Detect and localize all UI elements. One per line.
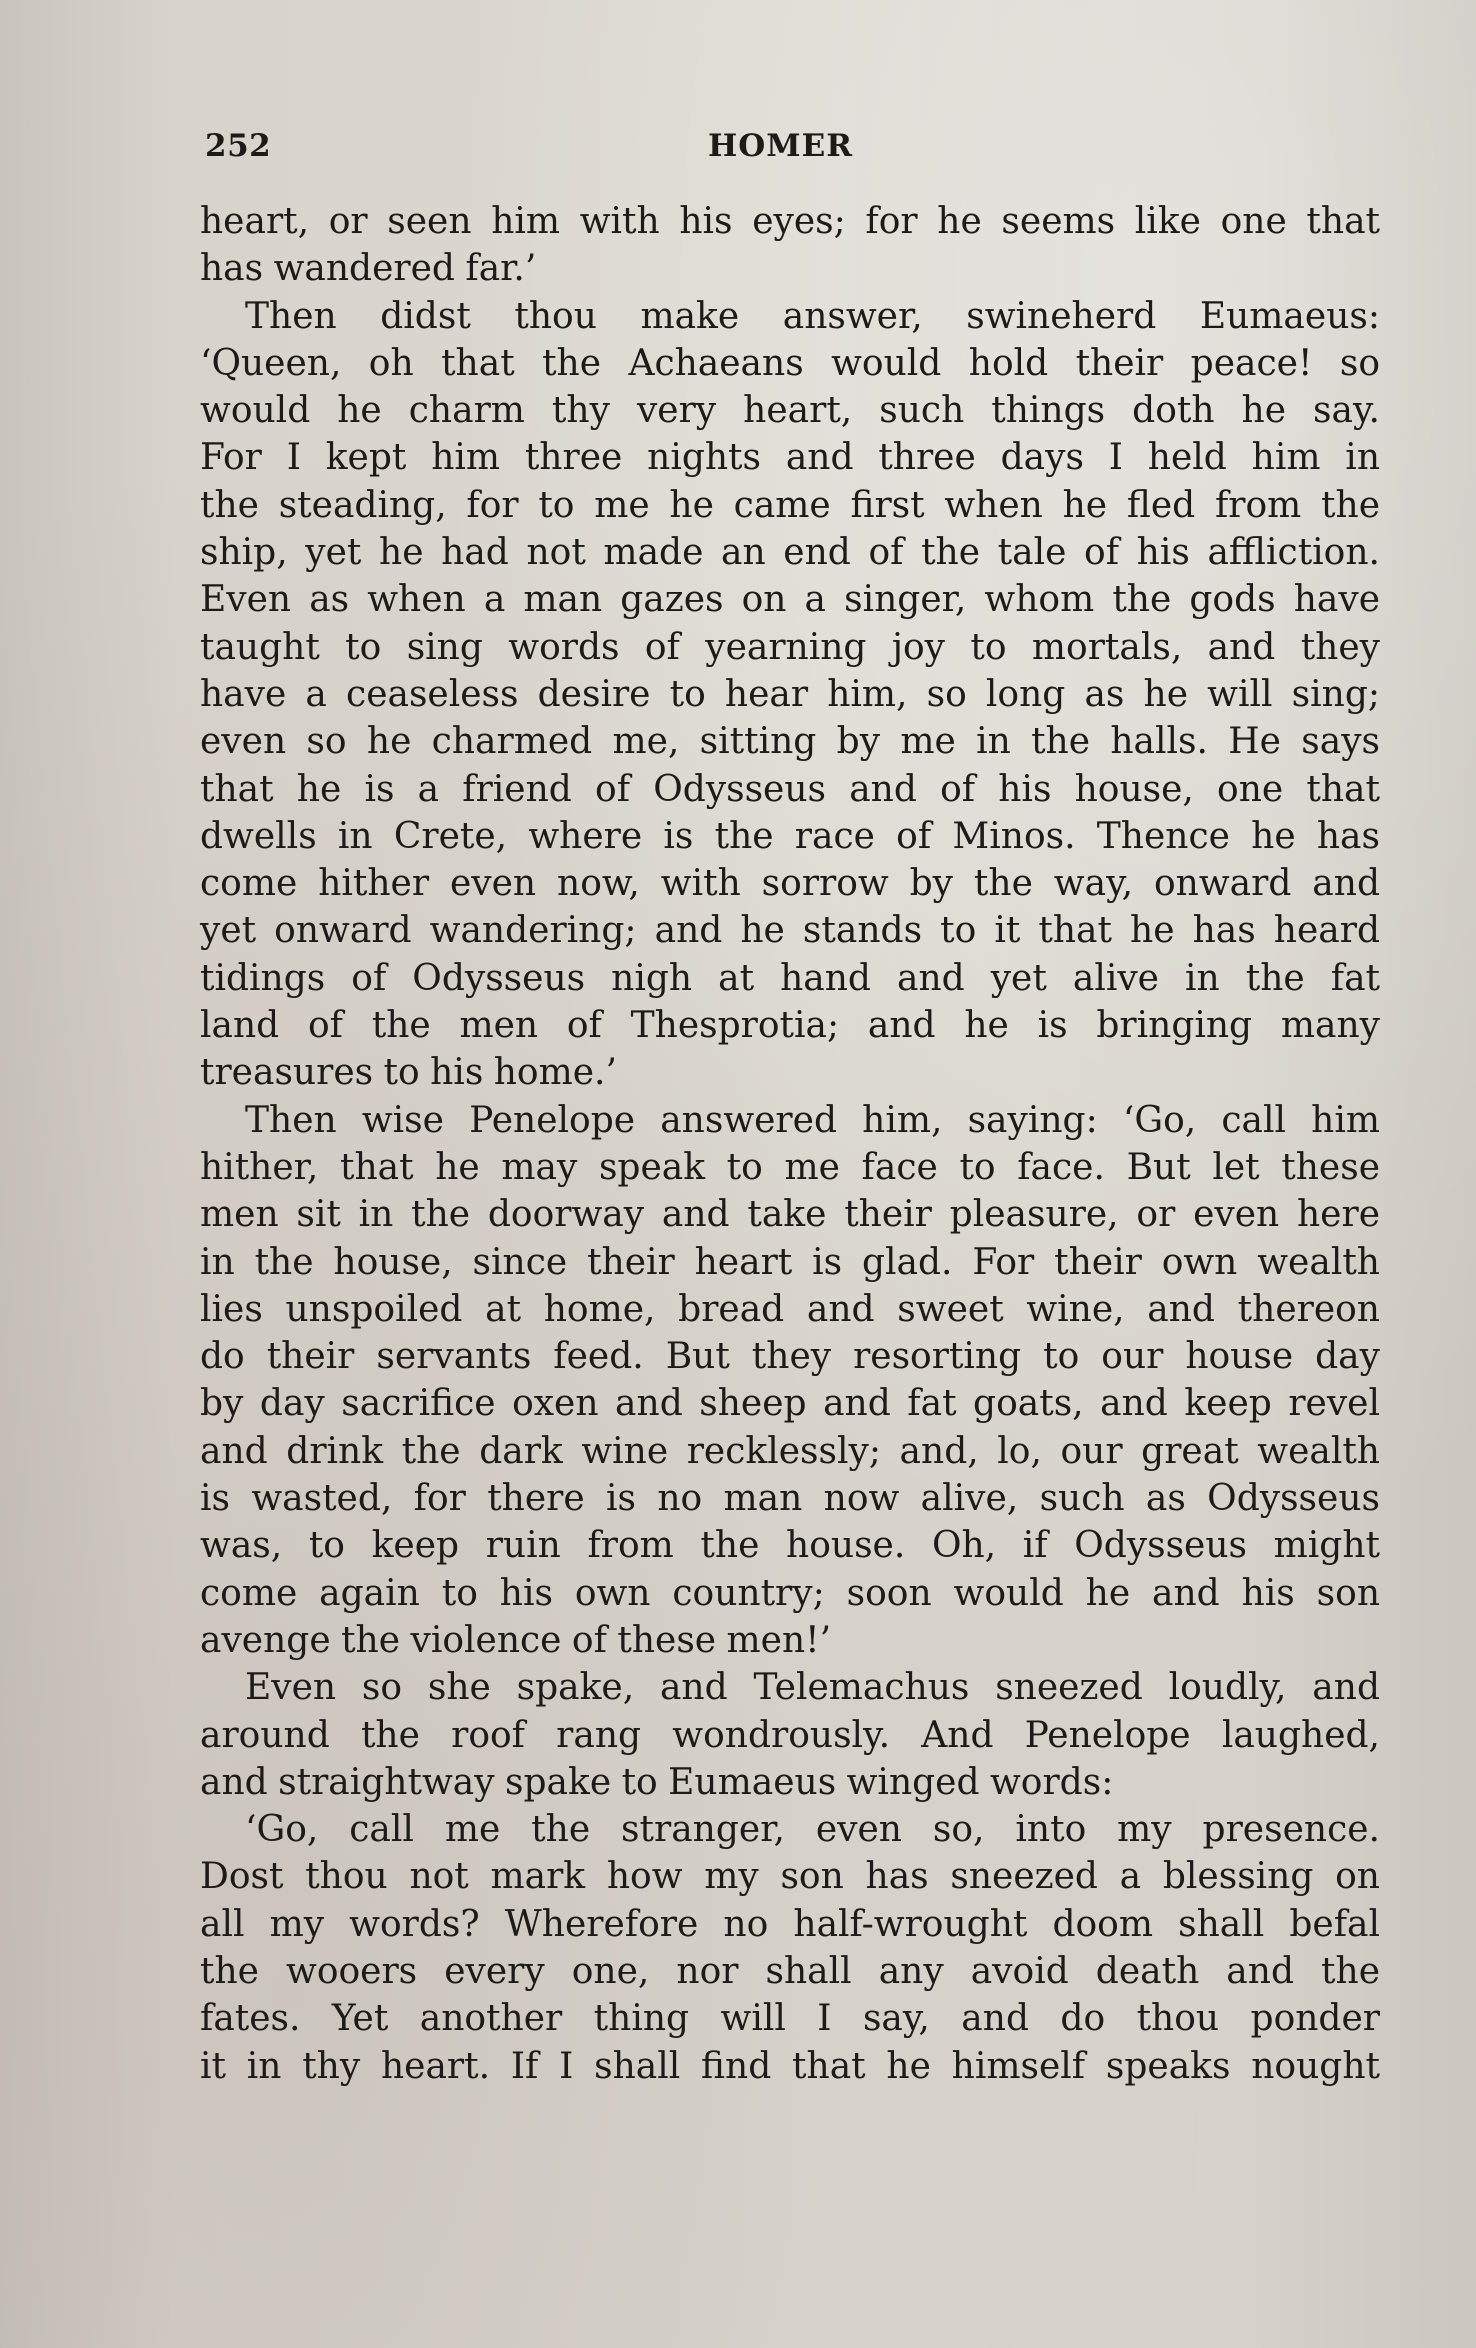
text-line: come again to his own country; soon would he and his son bbox=[200, 1572, 1380, 1614]
text-line: heart, or seen him with his eyes; for he seems like one that bbox=[200, 201, 1380, 242]
text-line: have a ceaseless desire to hear him, so long as he will sing; bbox=[200, 673, 1380, 715]
text-line: by day sacrifice oxen and sheep and fat goats, and keep revel bbox=[200, 1383, 1380, 1425]
text-line: the wooers every one, nor shall any avoid death and the bbox=[200, 1950, 1380, 1992]
text-line: around the roof rang wondrously. And Penelope laughed, bbox=[200, 1714, 1380, 1756]
text-line: fates. Yet another thing will I say, and do thou ponder bbox=[200, 1998, 1380, 2040]
text-line: taught to sing words of yearning joy to mortals, and they bbox=[200, 626, 1380, 668]
text-line: has wandered far.’ bbox=[200, 248, 537, 290]
text-line: that he is a friend of Odysseus and of his house, one that bbox=[200, 768, 1380, 810]
text-line: ship, yet he had not made an end of the tale of his affliction. bbox=[200, 532, 1380, 574]
text-line: ‘Queen, oh that the Achaeans would hold their peace! so bbox=[200, 342, 1380, 384]
text-line: and drink the dark wine recklessly; and, lo, our great wealth bbox=[200, 1430, 1380, 1472]
body-text bbox=[200, 198, 1380, 2090]
text-line: do their servants feed. But they resorting to our house day bbox=[200, 1336, 1380, 1378]
text-line: even so he charmed me, sitting by me in the halls. He says bbox=[200, 721, 1380, 763]
text-line: come hither even now, with sorrow by the way, onward and bbox=[200, 863, 1380, 905]
running-head: HOMER bbox=[708, 128, 853, 164]
text-line: lies unspoiled at home, bread and sweet wine, and thereon bbox=[200, 1288, 1380, 1330]
text-line: dwells in Crete, where is the race of Minos. Thence he has bbox=[200, 815, 1380, 857]
text-line: the steading, for to me he came first when he fled from the bbox=[200, 484, 1380, 526]
text-line: Even as when a man gazes on a singer, whom the gods have bbox=[200, 579, 1380, 621]
text-line: was, to keep ruin from the house. Oh, if Odysseus might bbox=[200, 1525, 1380, 1567]
text-line: would he charm thy very heart, such things doth he say. bbox=[200, 390, 1380, 432]
text-line: all my words? Wherefore no half-wrought doom shall befal bbox=[200, 1903, 1380, 1945]
text-line: and straightway spake to Eumaeus winged words: bbox=[200, 1761, 1114, 1803]
page-header bbox=[205, 128, 1385, 168]
text-line: Then wise Penelope answered him, saying: ‘Go, call him bbox=[245, 1099, 1380, 1141]
text-line: ‘Go, call me the stranger, even so, into my presence. bbox=[245, 1809, 1380, 1851]
page-number: 252 bbox=[205, 128, 272, 164]
text-line: avenge the violence of these men!’ bbox=[200, 1619, 832, 1661]
text-line: land of the men of Thesprotia; and he is bringing many bbox=[200, 1005, 1380, 1047]
text-line: Then didst thou make answer, swineherd Eumaeus: bbox=[245, 295, 1380, 337]
text-line: Dost thou not mark how my son has sneezed a blessing on bbox=[200, 1856, 1380, 1898]
text-line: Even so she spake, and Telemachus sneezed loudly, and bbox=[245, 1667, 1380, 1709]
text-line: tidings of Odysseus nigh at hand and yet alive in the fat bbox=[200, 957, 1380, 999]
text-line: For I kept him three nights and three days I held him in bbox=[200, 437, 1380, 479]
text-line: yet onward wandering; and he stands to it that he has heard bbox=[200, 910, 1380, 952]
text-line: in the house, since their heart is glad. For their own wealth bbox=[200, 1241, 1380, 1283]
text-line: hither, that he may speak to me face to face. But let these bbox=[200, 1146, 1380, 1188]
text-line: it in thy heart. If I shall find that he himself speaks nought bbox=[200, 2045, 1380, 2087]
text-line: is wasted, for there is no man now alive, such as Odysseus bbox=[200, 1478, 1380, 1520]
text-line: treasures to his home.’ bbox=[200, 1052, 617, 1094]
text-line: men sit in the doorway and take their pleasure, or even here bbox=[200, 1194, 1380, 1236]
